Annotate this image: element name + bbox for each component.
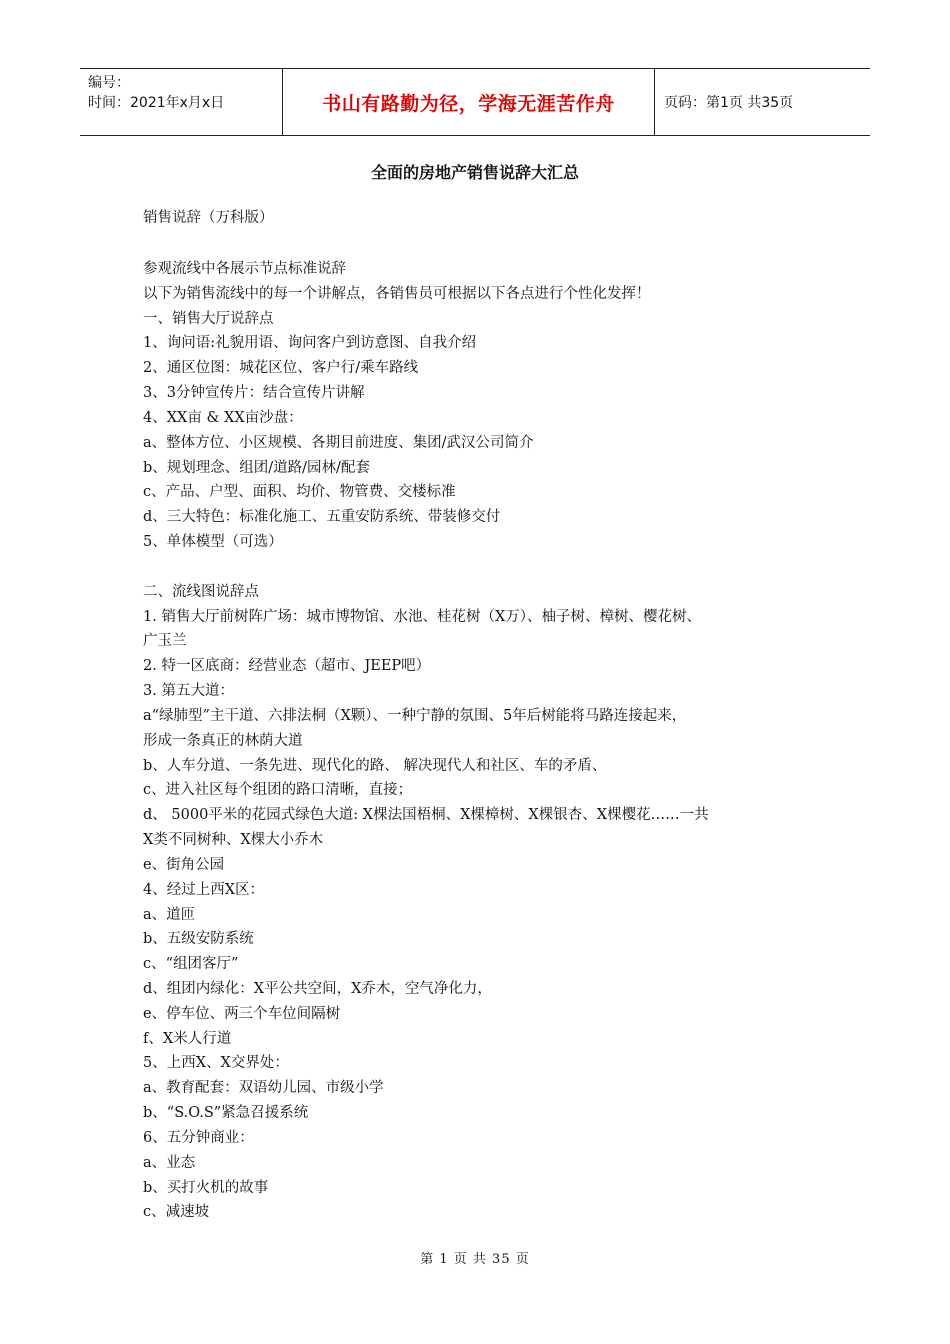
header-page-code: 页码：第1页 共35页: [664, 95, 794, 111]
body-line: f、X米人行道: [143, 1031, 232, 1047]
body-line: 以下为销售流线中的每一个讲解点，各销售员可根据以下各点进行个性化发挥！: [143, 286, 651, 302]
header-meta: [88, 73, 278, 113]
body-line: b、人车分道、一条先进、现代化的路、 解决现代人和社区、车的矛盾、: [143, 758, 607, 774]
number-label: 编号：: [88, 75, 130, 91]
body-line: 3、3分钟宣传片：结合宣传片讲解: [143, 385, 365, 401]
body-line: e、街角公园: [143, 857, 225, 873]
body-line: 2. 特一区底商：经营业态（超市、JEEP吧）: [143, 658, 431, 674]
body-line: d、三大特色：标准化施工、五重安防系统、带装修交付: [143, 509, 501, 525]
body-line: 3. 第五大道：: [143, 683, 234, 699]
body-line: 4、经过上西X区：: [143, 882, 265, 898]
body-line: 1、询问语:礼貌用语、询问客户到访意图、自我介绍: [143, 335, 477, 351]
date-label: 时间：2021年x月x日: [88, 95, 225, 111]
body-line: b、买打火机的故事: [143, 1180, 269, 1196]
body-line: b、“S.O.S”紧急召援系统: [143, 1105, 309, 1121]
body-line: a、业态: [143, 1155, 196, 1171]
body-line: 4、XX亩 & XX亩沙盘：: [143, 410, 303, 426]
body-line: 1. 销售大厅前树阵广场：城市博物馆、水池、桂花树（X万）、柚子树、樟树、樱花树、: [143, 609, 702, 625]
body-line: a“绿肺型”主干道、六排法桐（X颗）、一种宁静的氛围、5年后树能将马路连接起来，: [143, 708, 687, 724]
body-line: 二、流线图说辞点: [143, 584, 259, 600]
body-line: 一、销售大厅说辞点: [143, 311, 274, 327]
body-line: d、组团内绿化：X平公共空间，X乔木，空气净化力，: [143, 981, 492, 997]
body-line: 销售说辞（万科版）: [143, 210, 274, 226]
body-line: 5、上西X、X交界处：: [143, 1055, 289, 1071]
body-line: c、减速坡: [143, 1204, 210, 1220]
body-line: c、“组团客厅”: [143, 956, 239, 972]
header-divider: [654, 69, 655, 135]
body-line: 2、通区位图：城花区位、客户行/乘车路线: [143, 360, 419, 376]
body-line: 6、五分钟商业：: [143, 1130, 254, 1146]
body-line: e、停车位、两三个车位间隔树: [143, 1006, 341, 1022]
header-motto: 书山有路勤为径，学海无涯苦作舟: [322, 92, 615, 115]
body-line: a、道匝: [143, 907, 196, 923]
page-header: [80, 68, 870, 136]
page-footer: 第 1 页 共 35 页: [420, 1252, 530, 1267]
body-line: 形成一条真正的林荫大道: [143, 733, 303, 749]
body-line: 参观流线中各展示节点标准说辞: [143, 261, 346, 277]
document-title: 全面的房地产销售说辞大汇总: [370, 163, 579, 182]
body-line: b、五级安防系统: [143, 931, 254, 947]
body-line: a、整体方位、小区规模、各期目前进度、集团/武汉公司简介: [143, 435, 534, 451]
body-line: c、进入社区每个组团的路口清晰，直接；: [143, 782, 413, 798]
body-line: d、 5000平米的花园式绿色大道: X棵法国梧桐、X棵樟树、X棵银杏、X棵樱花……一共: [143, 807, 709, 823]
body-line: 5、单体模型（可选）: [143, 534, 283, 550]
body-line: c、产品、户型、面积、均价、物管费、交楼标准: [143, 484, 456, 500]
body-line: b、规划理念、组团/道路/园林/配套: [143, 460, 370, 476]
body-line: a、教育配套：双语幼儿园、市级小学: [143, 1080, 384, 1096]
body-line: X类不同树种、X棵大小乔木: [143, 832, 324, 848]
body-line: 广玉兰: [143, 633, 187, 649]
